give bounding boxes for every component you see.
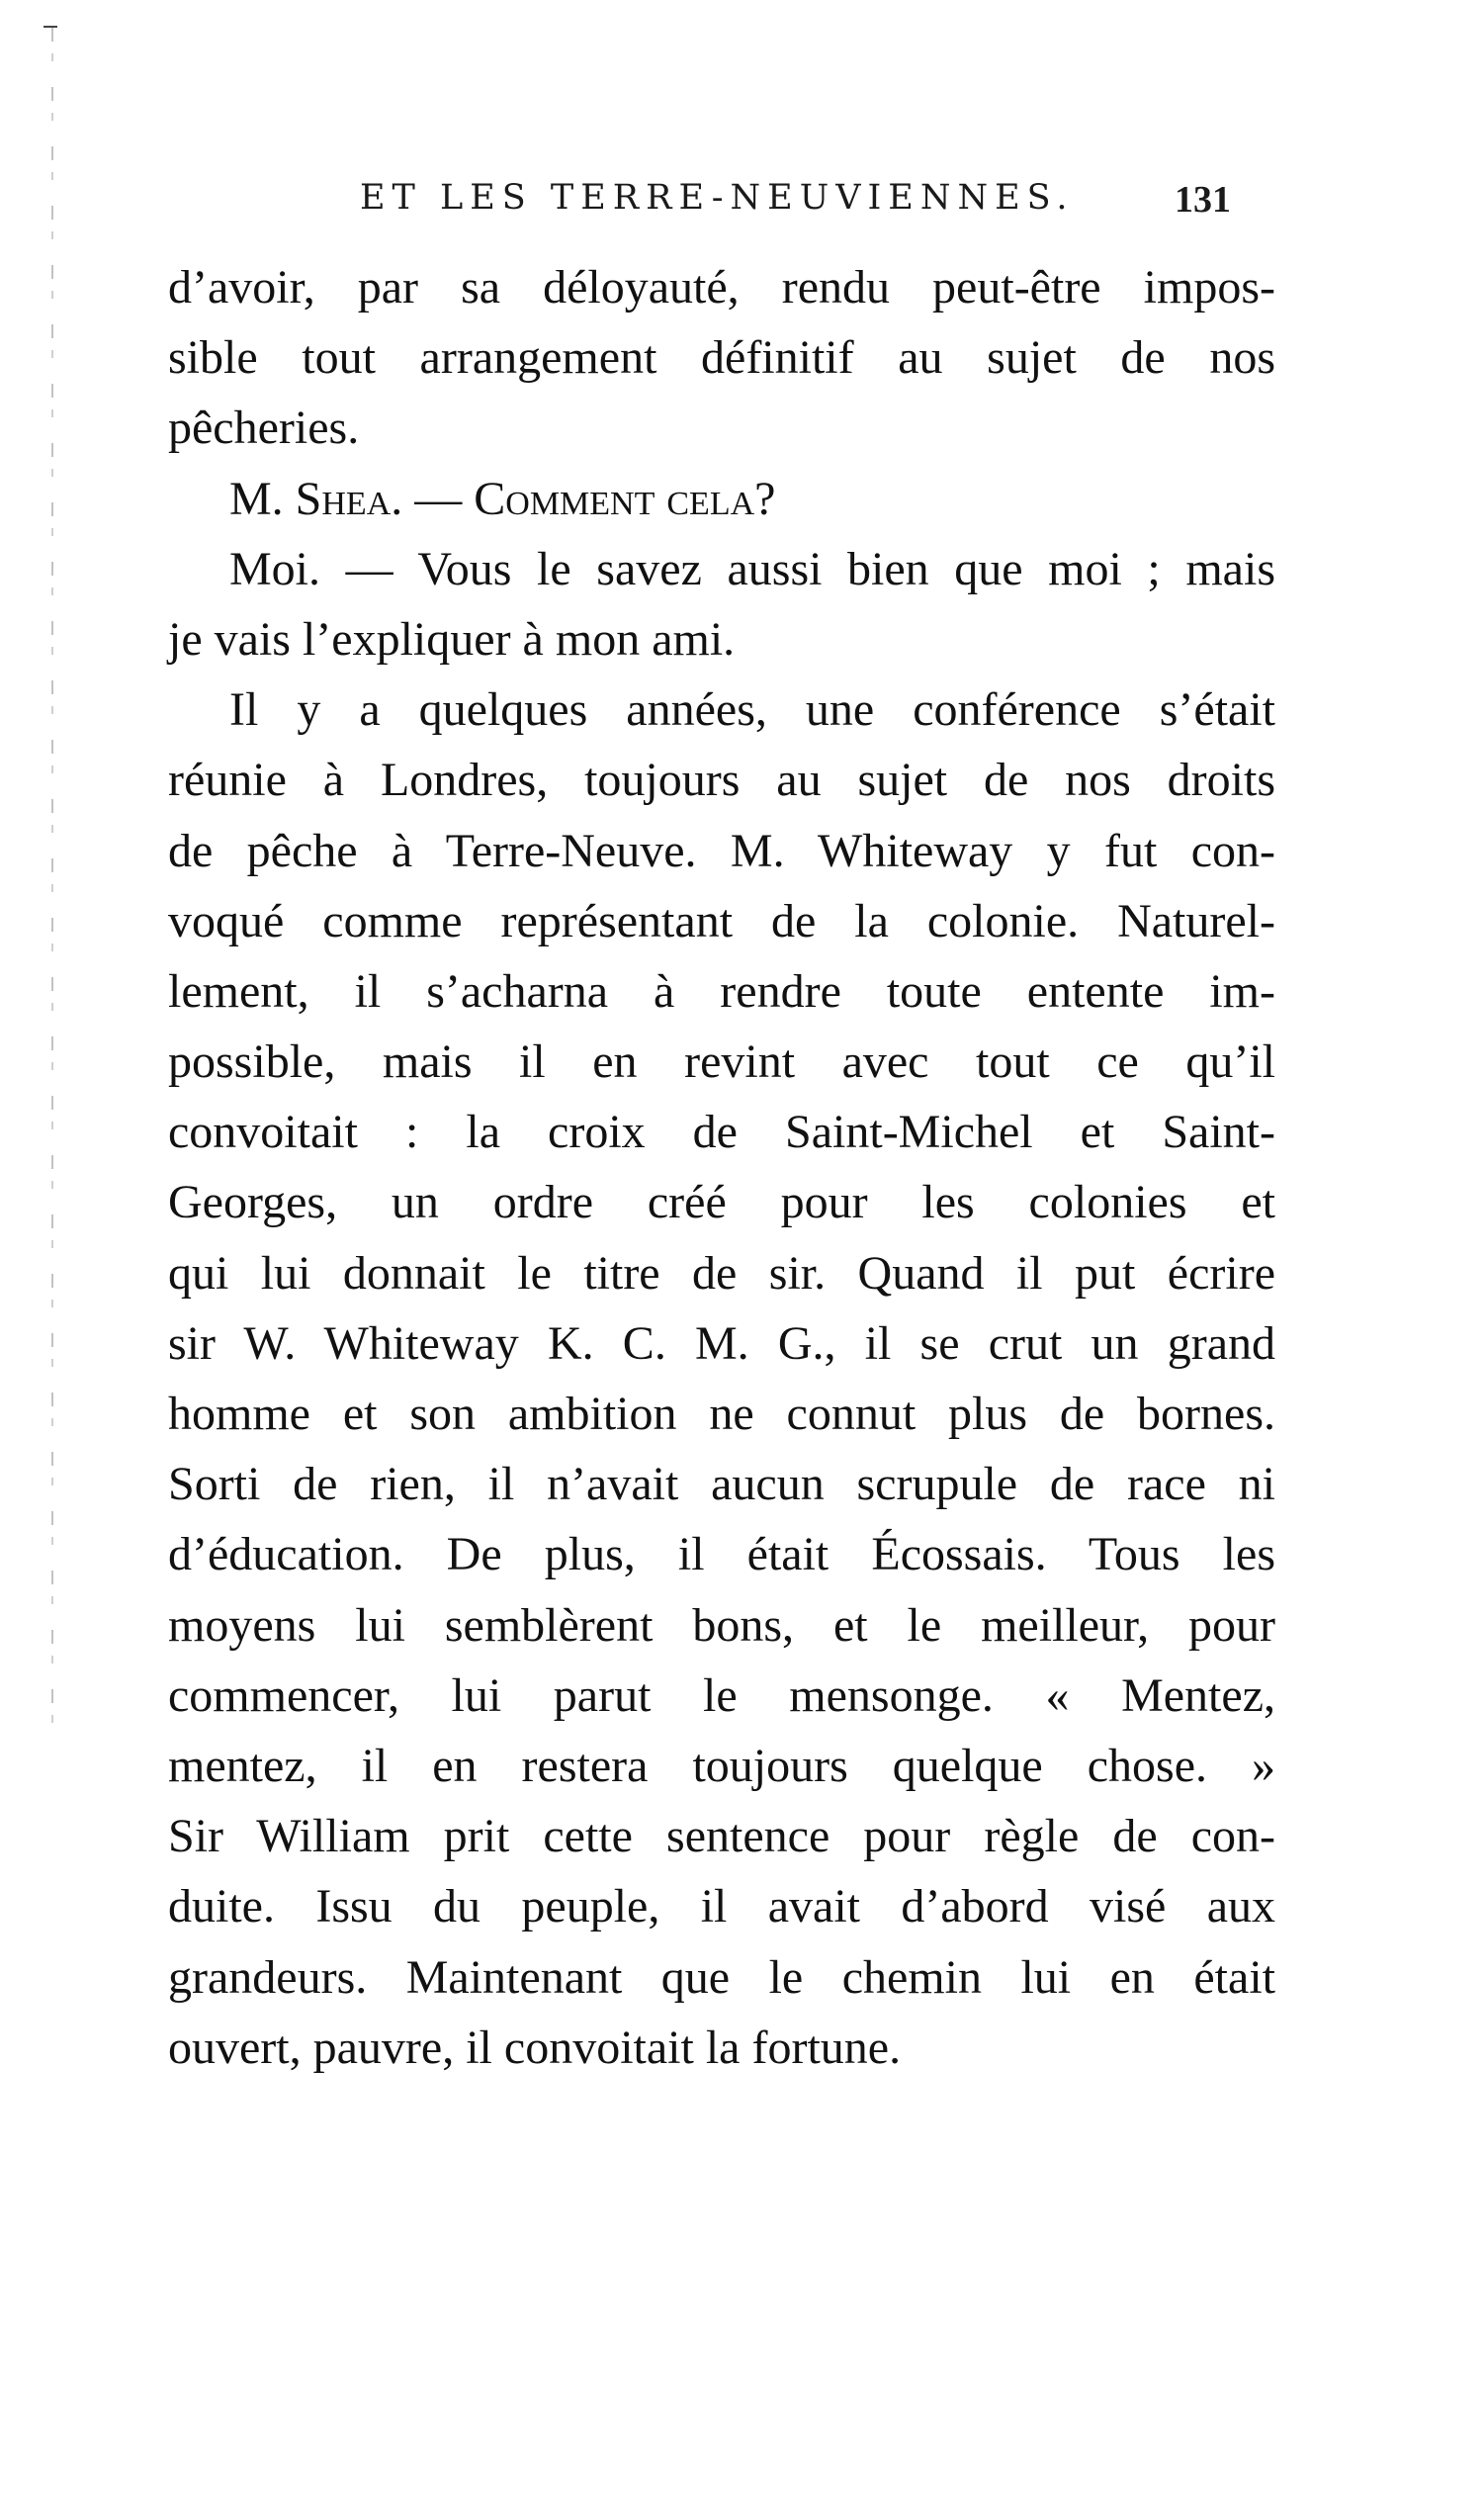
dialogue-line-shea [168, 464, 1275, 534]
text-line: voqué comme représentant de la colonie. Naturel- [168, 894, 1275, 947]
text-line: d’avoir, par sa déloyauté, rendu peut-être impos- [168, 261, 1275, 314]
text-line: commencer, lui parut le mensonge. « Mentez, [168, 1668, 1275, 1722]
text-line: pêcheries. [168, 402, 360, 455]
body-text [168, 252, 1275, 2083]
text-line: réunie à Londres, toujours au sujet de nos droits [168, 754, 1275, 807]
text-line: lement, il s’acharna à rendre toute entente im- [168, 964, 1275, 1018]
text-line: je vais l’expliquer à mon ami. [168, 612, 736, 666]
text-line: Sir William prit cette sentence pour règle de con- [168, 1810, 1275, 1863]
text-line: moyens lui semblèrent bons, et le meilleur, pour [168, 1598, 1275, 1652]
text-line: mentez, il en restera toujours quelque chose. » [168, 1739, 1275, 1792]
text-line: qui lui donnait le titre de sir. Quand il put écrire [168, 1246, 1275, 1300]
text-line: Georges, un ordre créé pour les colonies et [168, 1176, 1275, 1229]
text-line: homme et son ambition ne connut plus de bornes. [168, 1388, 1275, 1440]
scan-edge-mark [44, 26, 57, 28]
speaker-shea: M. Shea. — Comment cela? [229, 472, 776, 525]
text-line: de pêche à Terre-Neuve. M. Whiteway y fut con- [168, 824, 1275, 877]
scan-gutter-line [51, 28, 53, 1729]
running-header: ET LES TERRE-NEUVIENNES. [360, 178, 1075, 218]
page-number: 131 [1175, 179, 1231, 221]
text-line: duite. Issu du peuple, il avait d’abord visé aux [168, 1880, 1275, 1933]
text-line: sir W. Whiteway K. C. M. G., il se crut un grand [168, 1316, 1275, 1370]
text-line: d’éducation. De plus, il était Écossais. Tous les [168, 1528, 1275, 1581]
text-line: Sorti de rien, il n’avait aucun scrupule de race ni [168, 1458, 1275, 1511]
dialogue-line-moi: Moi. — Vous le savez aussi bien que moi ; mais [229, 542, 1275, 595]
text-line: sible tout arrangement définitif au sujet de nos [168, 331, 1275, 385]
text-line: ouvert, pauvre, il convoitait la fortune. [168, 2021, 902, 2074]
text-line: possible, mais il en revint avec tout ce qu’il [168, 1035, 1275, 1089]
text-line: grandeurs. Maintenant que le chemin lui en était [168, 1950, 1275, 2004]
paragraph-start: Il y a quelques années, une conférence s’était [229, 683, 1275, 737]
text-line: convoitait : la croix de Saint-Michel et Saint- [168, 1106, 1275, 1159]
